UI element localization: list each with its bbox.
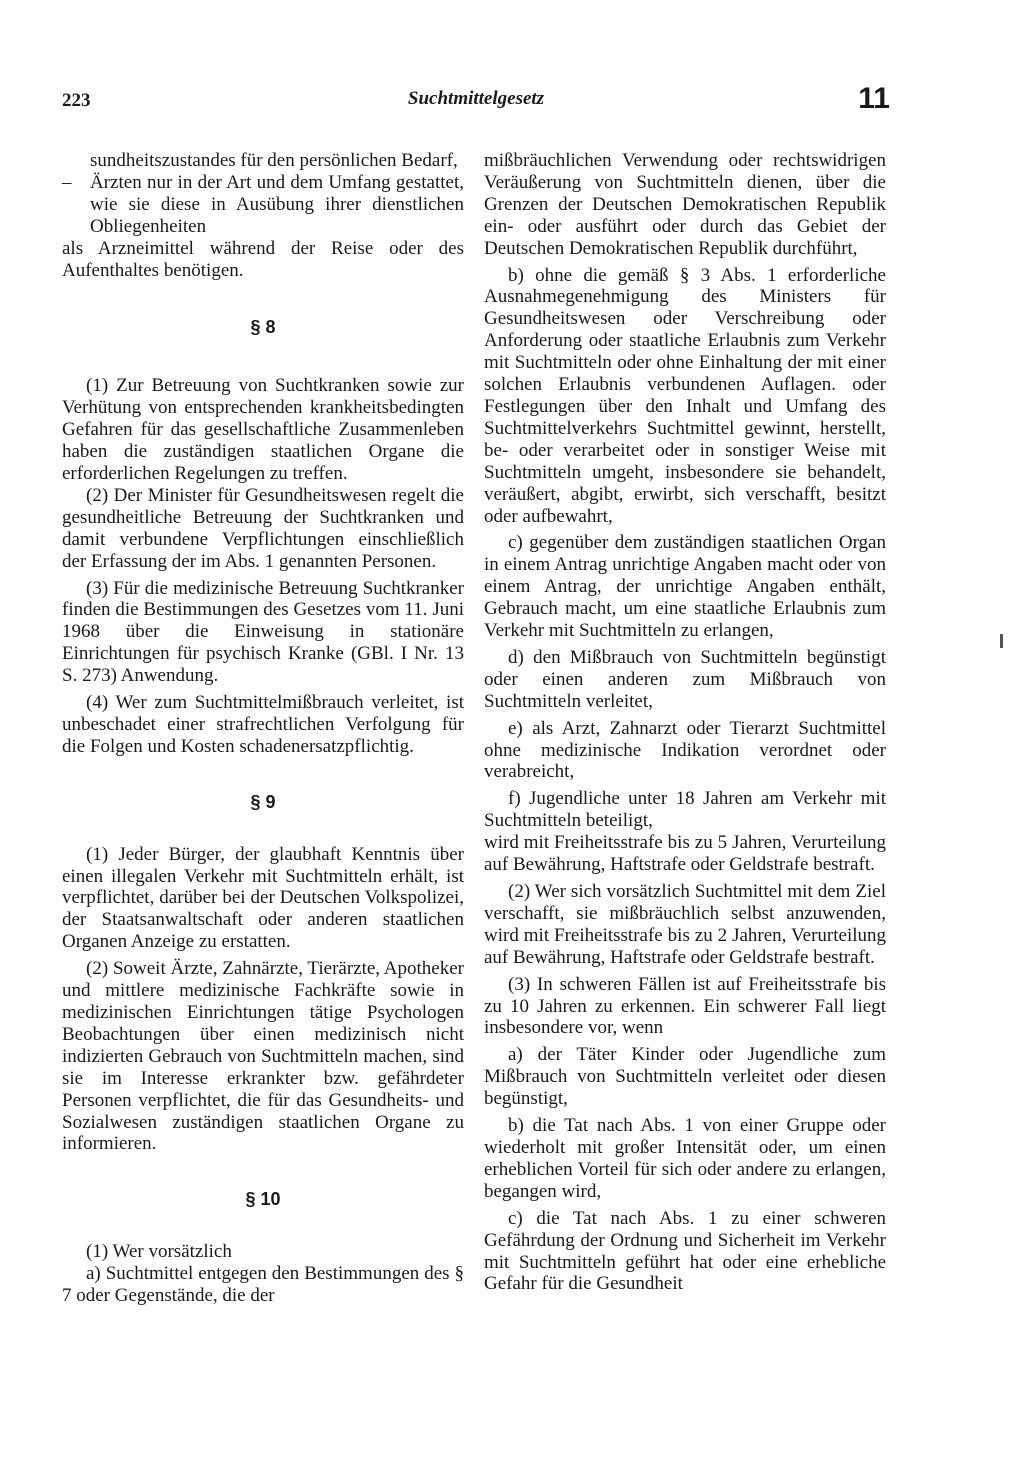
page-number: 223 <box>62 90 91 111</box>
paragraph: (2) Der Minister für Gesundheitswesen regelt die gesundheitliche Betreuung der Suchtkranken und damit verbundene Verpflichtungen einschließlich der Erfassung der im Abs. 1 genannten Personen. <box>62 484 464 572</box>
paragraph: (3) Für die medizinische Betreuung Suchtkranker finden die Bestimmungen des Gesetzes vom 11. Juni 1968 über die Einweisung in stationäre Einrichtungen für psychisch Kranke (GBl. I Nr. 13 S. 273) Anwendung. <box>62 577 464 687</box>
dash-bullet: – <box>62 171 72 193</box>
list-item: c) gegenüber dem zuständigen staatlichen Organ in einem Antrag unrichtige Angaben macht oder von einem Antrag, der unrichtige Angaben enthält, Gebrauch macht, um eine staatliche Erlaubnis zum Verkehr mit Suchtmitteln zu erlangen, <box>484 532 886 642</box>
right-column <box>484 150 886 1295</box>
list-item: d) den Mißbrauch von Suchtmitteln begünstigt oder einen anderen zum Mißbrauch von Suchtmitteln verleitet, <box>484 646 886 712</box>
paragraph: (3) In schweren Fällen ist auf Freiheitsstrafe bis zu 10 Jahren zu erkennen. Ein schwerer Fall liegt insbesondere vor, wenn <box>484 973 886 1039</box>
section-heading-9: § 9 <box>250 791 276 812</box>
list-item: a) der Täter Kinder oder Jugendliche zum Mißbrauch von Suchtmitteln verleitet oder diesen begünstigt, <box>484 1044 886 1110</box>
chapter-number: 11 <box>858 82 890 115</box>
section-heading-8: § 8 <box>250 317 276 338</box>
paragraph: wird mit Freiheitsstrafe bis zu 5 Jahren, Verurteilung auf Bewährung, Haftstrafe oder Geldstrafe bestraft. <box>484 832 886 876</box>
paragraph: (4) Wer zum Suchtmittelmißbrauch verleitet, ist unbeschadet einer strafrechtlichen Verfolgung für die Folgen und Kosten schadenersatzpflichtig. <box>62 692 464 757</box>
section-heading-10: § 10 <box>245 1189 281 1210</box>
list-item: b) ohne die gemäß § 3 Abs. 1 erforderliche Ausnahmegenehmigung des Ministers für Gesundheitswesen oder Verschreibung oder Anforderung oder staatliche Erlaubnis zum Verkehr mit Suchtmitteln oder ohne Einhaltung der mit einer solchen Erlaubnis verbundenen Auflagen. oder Festlegungen über den Inhalt und Umfang des Suchtmittelverkehrs Suchtmittel gewinnt, herstellt, be- oder verarbeitet oder in sonstiger Weise mit Suchtmitteln umgeht, insbesondere sie behandelt, veräußert, abgibt, erwirbt, sich verschafft, besitzt oder aufbewahrt, <box>484 264 886 527</box>
list-item-text: Ärzten nur in der Art und dem Umfang gestattet, wie sie diese in Ausübung ihrer dienstlichen Obliegenheiten <box>90 171 464 237</box>
paragraph: mißbräuchlichen Verwendung oder rechtswidrigen Veräußerung von Suchtmitteln dienen, über die Grenzen der Deutschen Demokratischen Republik ein- oder ausführt oder durch das Gebiet der Deutschen Demokratischen Republik durchführt, <box>484 150 886 259</box>
left-column <box>62 150 464 1307</box>
paragraph: a) Suchtmittel entgegen den Bestimmungen des § 7 oder Gegenstände, die der <box>62 1263 464 1307</box>
running-title: Suchtmittelgesetz <box>407 88 545 109</box>
paragraph: (2) Soweit Ärzte, Zahnärzte, Tierärzte, Apotheker und mittlere medizinische Fachkräfte sowie in medizinischen Einrichtungen tätige Psychologen Beobachtungen über einen medizinisch nicht indizierten Gebrauch von Suchtmitteln machen, sind sie im Interesse erkrankter bzw. gefährdeter Personen verpflichtet, die für das Gesundheits- und Sozialwesen zuständigen staatlichen Organe zu informieren. <box>62 958 464 1155</box>
list-item: f) Jugendliche unter 18 Jahren am Verkehr mit Suchtmitteln beteiligt, <box>484 788 886 832</box>
scan-mark <box>1000 634 1003 648</box>
paragraph: (2) Wer sich vorsätzlich Suchtmittel mit dem Ziel verschafft, sie mißbräuchlich selbst anzuwenden, wird mit Freiheitsstrafe bis zu 2 Jahren, Verurteilung auf Bewährung, Haftstrafe oder Geldstrafe bestraft. <box>484 881 886 968</box>
page-header <box>62 82 890 122</box>
list-item: c) die Tat nach Abs. 1 zu einer schweren Gefährdung der Ordnung und Sicherheit im Verkehr mit Suchtmitteln geführt hat oder eine erhebliche Gefahr für die Gesundheit <box>484 1207 886 1295</box>
paragraph: als Arzneimittel während der Reise oder des Aufenthaltes benötigen. <box>62 237 464 281</box>
paragraph: (1) Zur Betreuung von Suchtkranken sowie zur Verhütung von entsprechenden krankheitsbedingten Gefahren für das gesellschaftliche Zusammenleben haben die zuständigen staatlichen Organe die erforderlichen Regelungen zu treffen. <box>62 375 464 484</box>
list-item-text: sundheitszustandes für den persönlichen Bedarf, <box>90 150 458 171</box>
paragraph: (1) Jeder Bürger, der glaubhaft Kenntnis über einen illegalen Verkehr mit Suchtmitteln erhält, ist verpflichtet, darüber bei der Deutschen Volkspolizei, der Staatsanwaltschaft oder anderen staatlichen Organen Anzeige zu erstatten. <box>62 843 464 953</box>
paragraph: (1) Wer vorsätzlich <box>86 1241 232 1263</box>
list-item <box>90 150 464 172</box>
list-item <box>62 171 464 238</box>
list-item: e) als Arzt, Zahnarzt oder Tierarzt Suchtmittel ohne medizinische Indikation verordnet oder verabreicht, <box>484 717 886 783</box>
list-item: b) die Tat nach Abs. 1 von einer Gruppe oder wiederholt mit großer Intensität oder, um einen erheblichen Vorteil für sich oder andere zu erlangen, begangen wird, <box>484 1115 886 1202</box>
